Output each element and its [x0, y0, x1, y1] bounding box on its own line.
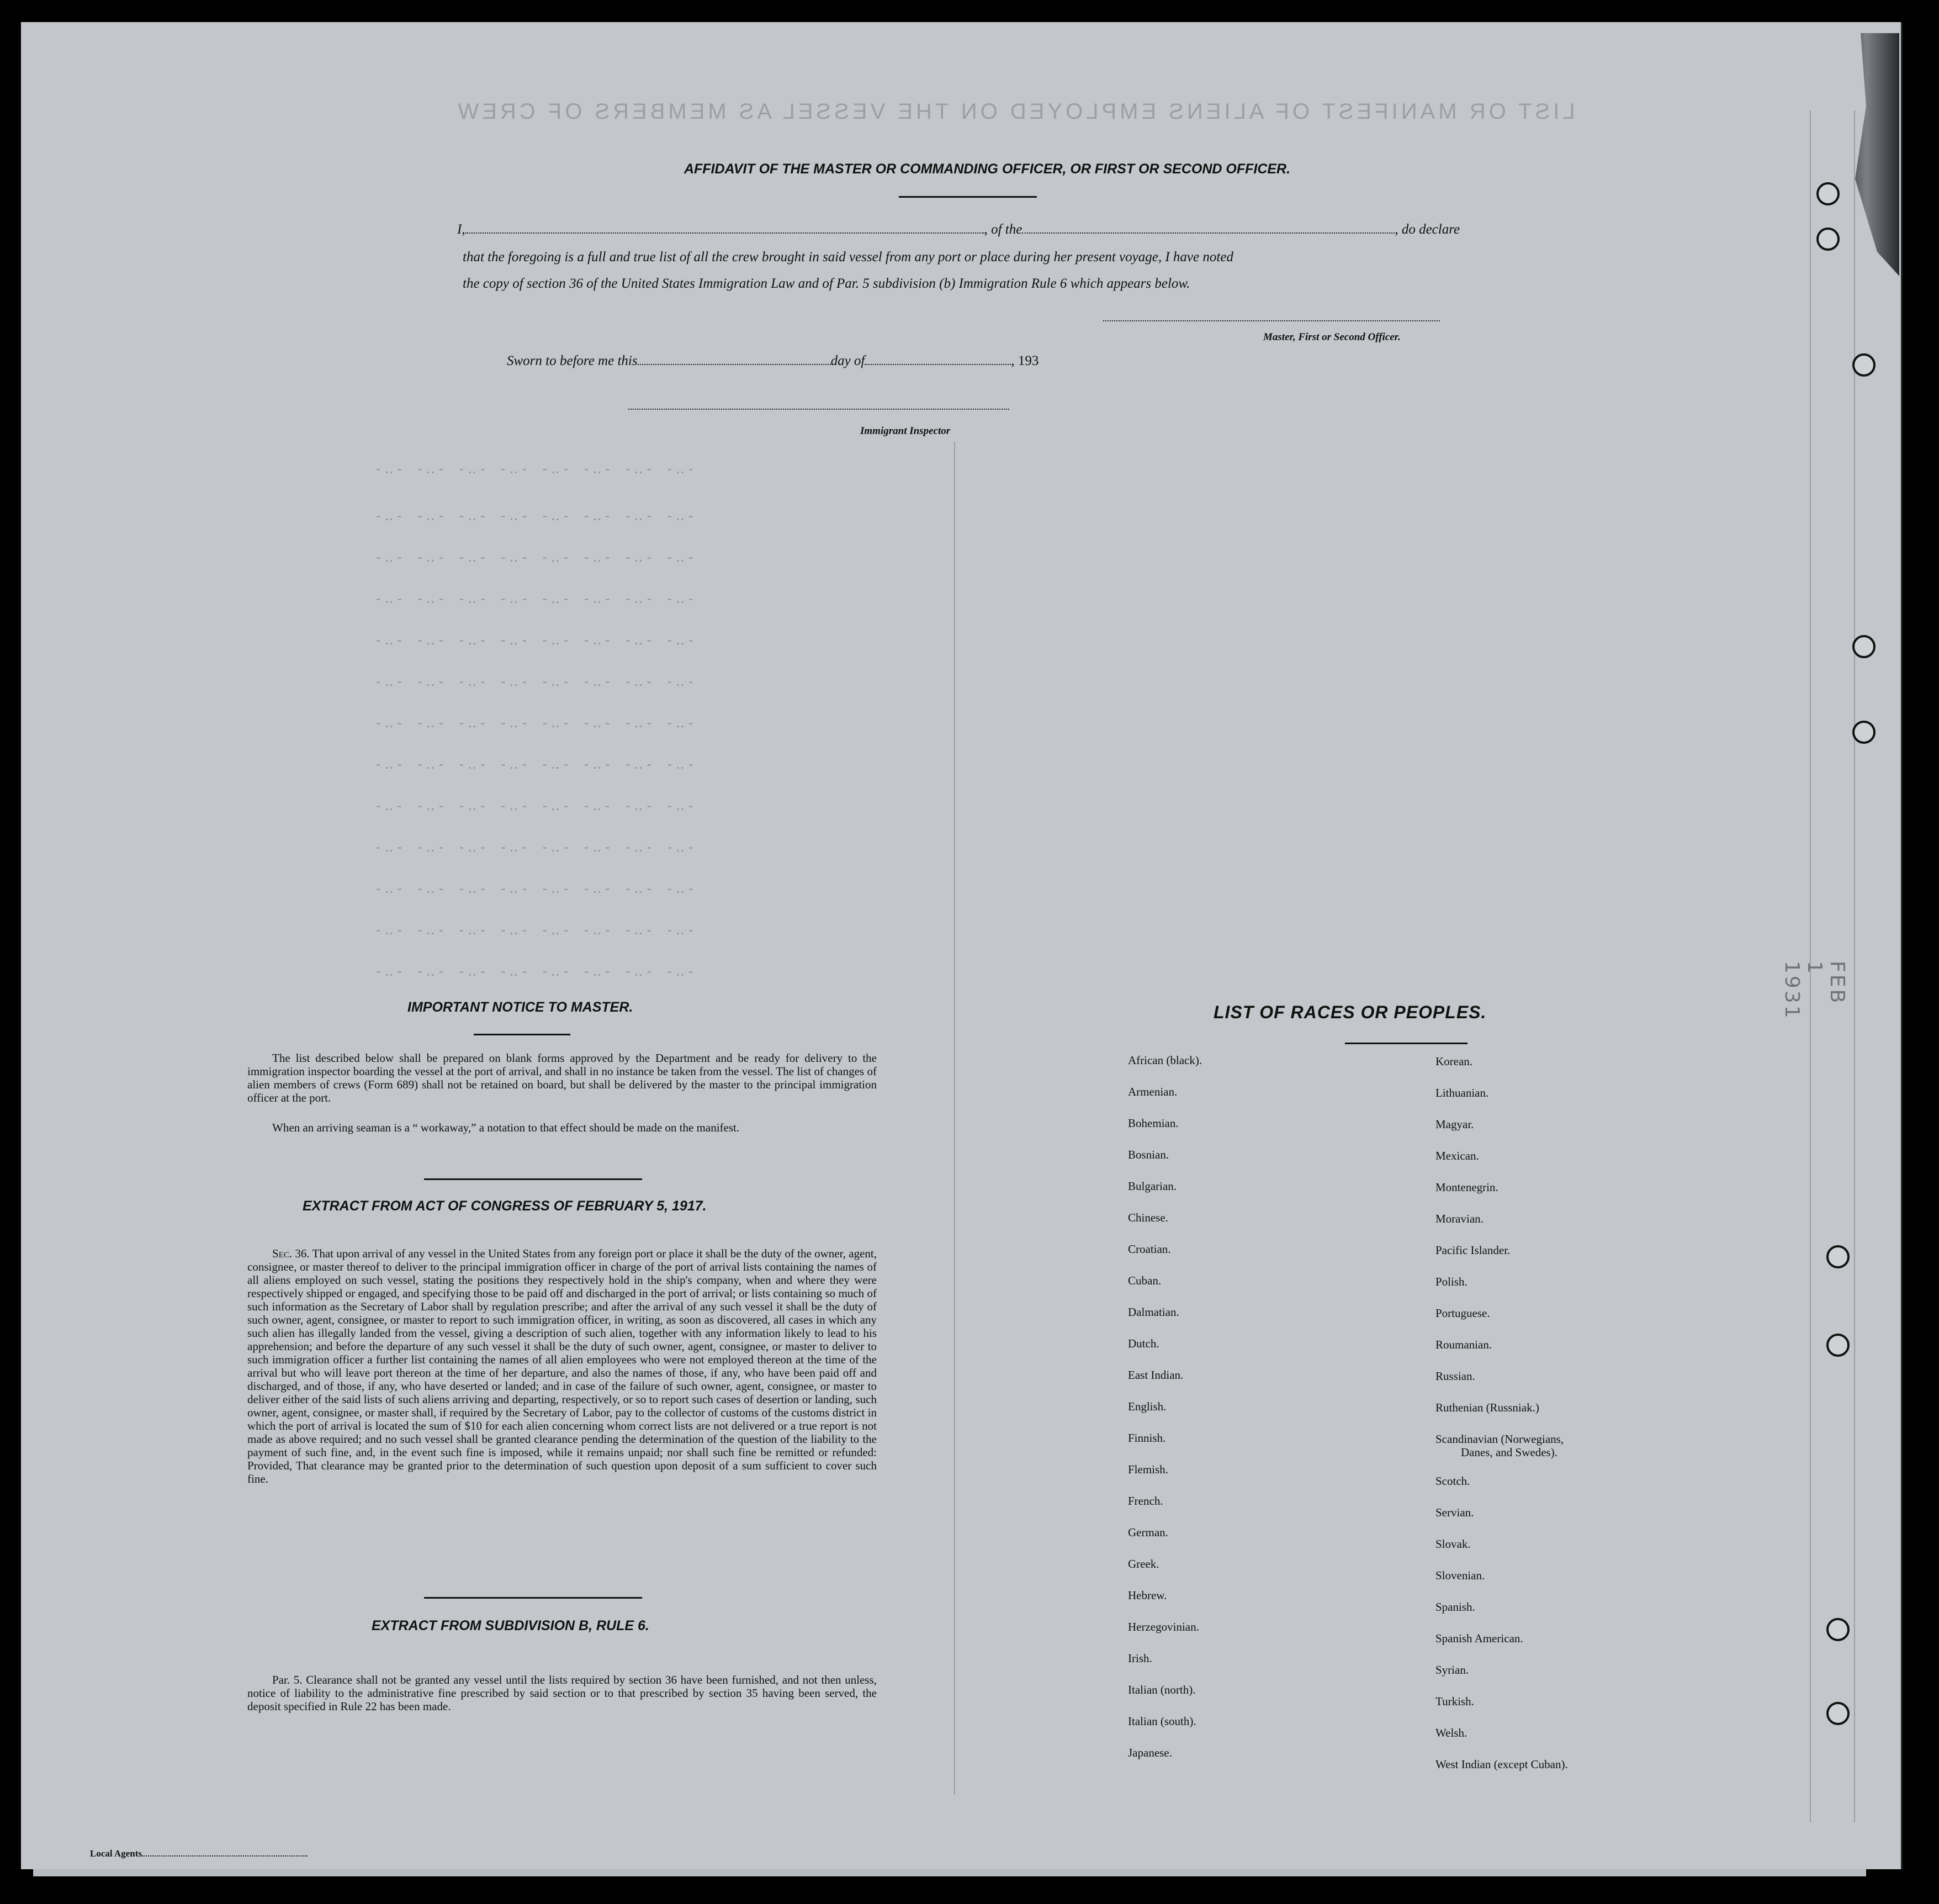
race-right: Servian.	[1435, 1506, 1474, 1519]
race-left: Croatian.	[1128, 1242, 1171, 1256]
affidavit-line-2: that the foregoing is a full and true list of all the crew brought in said vessel from any port or place during her present voyage, I have noted	[463, 250, 1233, 265]
sworn-month-field[interactable]	[865, 364, 1011, 365]
ghost-column-line	[954, 442, 955, 1795]
race-right: Scotch.	[1435, 1474, 1470, 1488]
race-right: Mexican.	[1435, 1149, 1479, 1162]
race-right: West Indian (except Cuban).	[1435, 1758, 1568, 1771]
ghost-row: -‥- -‥- -‥- -‥- -‥- -‥- -‥- -‥-	[374, 715, 697, 731]
ghost-row: -‥- -‥- -‥- -‥- -‥- -‥- -‥- -‥-	[374, 757, 697, 772]
race-right: Danes, and Swedes).	[1461, 1446, 1557, 1459]
punch-hole	[1816, 228, 1840, 251]
master-name-field[interactable]	[465, 232, 984, 234]
affidavit-title-rule	[899, 196, 1037, 198]
race-left: Finnish.	[1128, 1431, 1166, 1445]
inspector-signature-field[interactable]	[628, 409, 1009, 410]
ghost-row: -‥- -‥- -‥- -‥- -‥- -‥- -‥- -‥-	[374, 798, 697, 813]
race-right: Welsh.	[1435, 1726, 1468, 1739]
race-right: Pacific Islander.	[1435, 1244, 1511, 1257]
ghost-row: -‥- -‥- -‥- -‥- -‥- -‥- -‥- -‥-	[374, 591, 697, 606]
inspector-label: Immigrant Inspector	[860, 425, 951, 437]
race-right: Ruthenian (Russniak.)	[1435, 1401, 1539, 1414]
local-agents-text: Local Agents	[90, 1848, 142, 1859]
race-left: Italian (north).	[1128, 1683, 1196, 1696]
race-left: Cuban.	[1128, 1274, 1162, 1287]
punch-hole	[1826, 1618, 1850, 1641]
punch-hole	[1852, 635, 1876, 658]
extract-rule-title: EXTRACT FROM SUBDIVISION B, RULE 6.	[372, 1618, 649, 1633]
races-title-rule	[1345, 1043, 1468, 1044]
par-5-text: Clearance shall not be granted any vessel until the lists required by section 36 have been furnished, and not then unless, notice of liability to the administrative fine prescribed by said section or to that prescribed by section 35 having been served, the deposit specified in Rule 22 has been made.	[247, 1673, 877, 1713]
punch-hole	[1826, 1245, 1850, 1268]
ghost-row: -‥- -‥- -‥- -‥- -‥- -‥- -‥- -‥-	[374, 461, 697, 477]
race-right: Russian.	[1435, 1369, 1475, 1383]
affidavit-i-label: I,	[457, 222, 465, 237]
local-agents-label	[90, 1848, 308, 1859]
par-5-label: Par. 5.	[272, 1673, 303, 1686]
punch-hole	[1826, 1334, 1850, 1357]
affidavit-line-1	[457, 222, 1495, 237]
race-right: Roumanian.	[1435, 1338, 1492, 1351]
ghost-row: -‥- -‥- -‥- -‥- -‥- -‥- -‥- -‥-	[374, 549, 697, 565]
sworn-year-label: , 193	[1011, 353, 1039, 368]
extract-act-rule	[424, 1597, 642, 1599]
ghost-row: -‥- -‥- -‥- -‥- -‥- -‥- -‥- -‥-	[374, 839, 697, 855]
notice-paragraph-2: When an arriving seaman is a “ workaway,” a notation to that effect should be made on the manifest.	[272, 1121, 740, 1134]
race-right: Lithuanian.	[1435, 1086, 1489, 1099]
race-right: Turkish.	[1435, 1695, 1474, 1708]
race-right: Spanish.	[1435, 1600, 1475, 1614]
race-left: Bulgarian.	[1128, 1180, 1177, 1193]
punch-hole	[1852, 721, 1876, 744]
race-left: African (black).	[1128, 1054, 1202, 1067]
race-left: Hebrew.	[1128, 1589, 1167, 1602]
sworn-line	[507, 353, 1039, 369]
race-left: German.	[1128, 1526, 1168, 1539]
race-right: Spanish American.	[1435, 1632, 1523, 1645]
race-right: Syrian.	[1435, 1663, 1469, 1676]
bleed-through-header: LIST OR MANIFEST OF ALIENS EMPLOYED ON THE VESSEL AS MEMBERS OF CREW	[454, 99, 1575, 124]
sworn-prefix: Sworn to before me this	[507, 353, 638, 368]
signature-label: Master, First or Second Officer.	[1263, 331, 1401, 343]
ghost-row: -‥- -‥- -‥- -‥- -‥- -‥- -‥- -‥-	[374, 508, 697, 523]
notice-paragraph-1: The list described below shall be prepared on blank forms approved by the Department and be ready for delivery to the immigration inspector boarding the vessel at the port of arrival, and shall in no instance be taken from the vessel. The list of changes of alien members of crews (Form 689) shall not be retained on board, but shall be delivered by the master to the principal immigration officer at the port.	[247, 1051, 877, 1104]
race-left: Irish.	[1128, 1652, 1152, 1665]
race-left: Italian (south).	[1128, 1715, 1196, 1728]
race-left: Bohemian.	[1128, 1117, 1179, 1130]
race-right: Moravian.	[1435, 1212, 1484, 1225]
extract-act-body	[247, 1247, 877, 1485]
race-right: Polish.	[1435, 1275, 1468, 1288]
affidavit-line-3: the copy of section 36 of the United States Immigration Law and of Par. 5 subdivision (b) Immigration Rule 6 which appears below.	[463, 276, 1190, 291]
race-left: Dutch.	[1128, 1337, 1159, 1350]
race-left: Armenian.	[1128, 1085, 1178, 1098]
race-right: Magyar.	[1435, 1118, 1474, 1131]
document-page	[21, 22, 1903, 1869]
race-left: English.	[1128, 1400, 1167, 1413]
race-left: Bosnian.	[1128, 1148, 1169, 1161]
affidavit-title: AFFIDAVIT OF THE MASTER OR COMMANDING OFFICER, OR FIRST OR SECOND OFFICER.	[684, 161, 1291, 177]
ghost-row: -‥- -‥- -‥- -‥- -‥- -‥- -‥- -‥-	[374, 881, 697, 896]
punch-hole	[1852, 353, 1876, 377]
ghost-row: -‥- -‥- -‥- -‥- -‥- -‥- -‥- -‥-	[374, 632, 697, 648]
race-left: Japanese.	[1128, 1746, 1172, 1759]
race-left: French.	[1128, 1494, 1163, 1508]
notice-section-rule	[424, 1178, 642, 1180]
race-left: Greek.	[1128, 1557, 1159, 1570]
notice-title: IMPORTANT NOTICE TO MASTER.	[407, 999, 633, 1015]
race-right: Korean.	[1435, 1055, 1473, 1068]
race-right: Portuguese.	[1435, 1307, 1490, 1320]
race-left: Chinese.	[1128, 1211, 1168, 1224]
section-36-label: Sec. 36.	[272, 1247, 310, 1260]
sworn-day-label: day of	[830, 353, 865, 368]
race-right: Slovak.	[1435, 1537, 1471, 1551]
extract-act-title: EXTRACT FROM ACT OF CONGRESS OF FEBRUARY 5, 1917.	[303, 1198, 707, 1214]
sworn-day-field[interactable]	[638, 364, 831, 365]
races-title: LIST OF RACES OR PEOPLES.	[1214, 1002, 1487, 1022]
affidavit-declare-label: , do declare	[1395, 222, 1460, 237]
ghost-date-stamp: FEB 1 1931	[1781, 961, 1848, 1020]
punch-hole	[1826, 1702, 1850, 1725]
signature-field[interactable]	[1103, 320, 1440, 321]
punch-hole	[1816, 182, 1840, 205]
race-left: East Indian.	[1128, 1368, 1184, 1382]
notice-title-rule	[474, 1034, 570, 1035]
race-left: Flemish.	[1128, 1463, 1168, 1476]
extract-rule-body	[247, 1673, 877, 1713]
local-agents-field[interactable]	[142, 1855, 308, 1857]
ghost-row: -‥- -‥- -‥- -‥- -‥- -‥- -‥- -‥-	[374, 922, 697, 938]
race-right: Montenegrin.	[1435, 1181, 1498, 1194]
affidavit-of-the-label: , of the	[984, 222, 1023, 237]
vessel-name-field[interactable]	[1022, 232, 1395, 234]
race-left: Herzegovinian.	[1128, 1620, 1199, 1633]
race-right: Slovenian.	[1435, 1569, 1485, 1582]
race-left: Dalmatian.	[1128, 1305, 1179, 1319]
ghost-row: -‥- -‥- -‥- -‥- -‥- -‥- -‥- -‥-	[374, 964, 697, 979]
section-36-text: That upon arrival of any vessel in the United States from any foreign port or place it shall be the duty of the owner, agent, consignee, or master thereof to deliver to the principal immigration officer in charge of the port of arrival lists containing the names of all aliens employed on such vessel, stating the positions they respectively hold in the ship's company, when and where they were respectively shipped or engaged, and specifying those to be paid off and discharged in the port of arrival; or lists containing so much of such information as the Secretary of Labor shall by regulation prescribe; and after the arrival of any such vessel it shall be the duty of such owner, agent, consignee, or master to report to such immigration officer, in writing, as soon as discovered, all cases in which any such alien has illegally landed from the vessel, giving a description of such alien, together with any information likely to lead to his apprehension; and before the departure of any such vessel it shall be the duty of such owner, agent, consignee, or master to deliver to such immigration officer a further list containing the names of all alien employees who were not employed thereon at the time of the arrival but who will leave port thereon at the time of her departure, and also the names of those, if any, who have been paid off and discharged, and of those, if any, who have deserted or landed; and in case of the failure of such owner, agent, consignee, or master to deliver either of the said lists of such aliens arriving and departing, respectively, or so to report such cases of desertion or landing, such owner, agent, consignee, or master shall, if required by the Secretary of Labor, pay to the collector of customs of the customs district in which the port of arrival is located the sum of $10 for each alien concerning whom correct lists are not delivered or a true report is not made as above required; and no such vessel shall be granted clearance pending the determination of the question of the liability to the payment of such fine, and, in the event such fine is imposed, while it remains unpaid; nor shall such fine be remitted or refunded: Provided, That clearance may be granted prior to the determination of such question upon deposit of a sum sufficient to cover such fine.	[247, 1247, 877, 1485]
race-right: Scandinavian (Norwegians,	[1435, 1432, 1564, 1446]
ghost-row: -‥- -‥- -‥- -‥- -‥- -‥- -‥- -‥-	[374, 674, 697, 689]
